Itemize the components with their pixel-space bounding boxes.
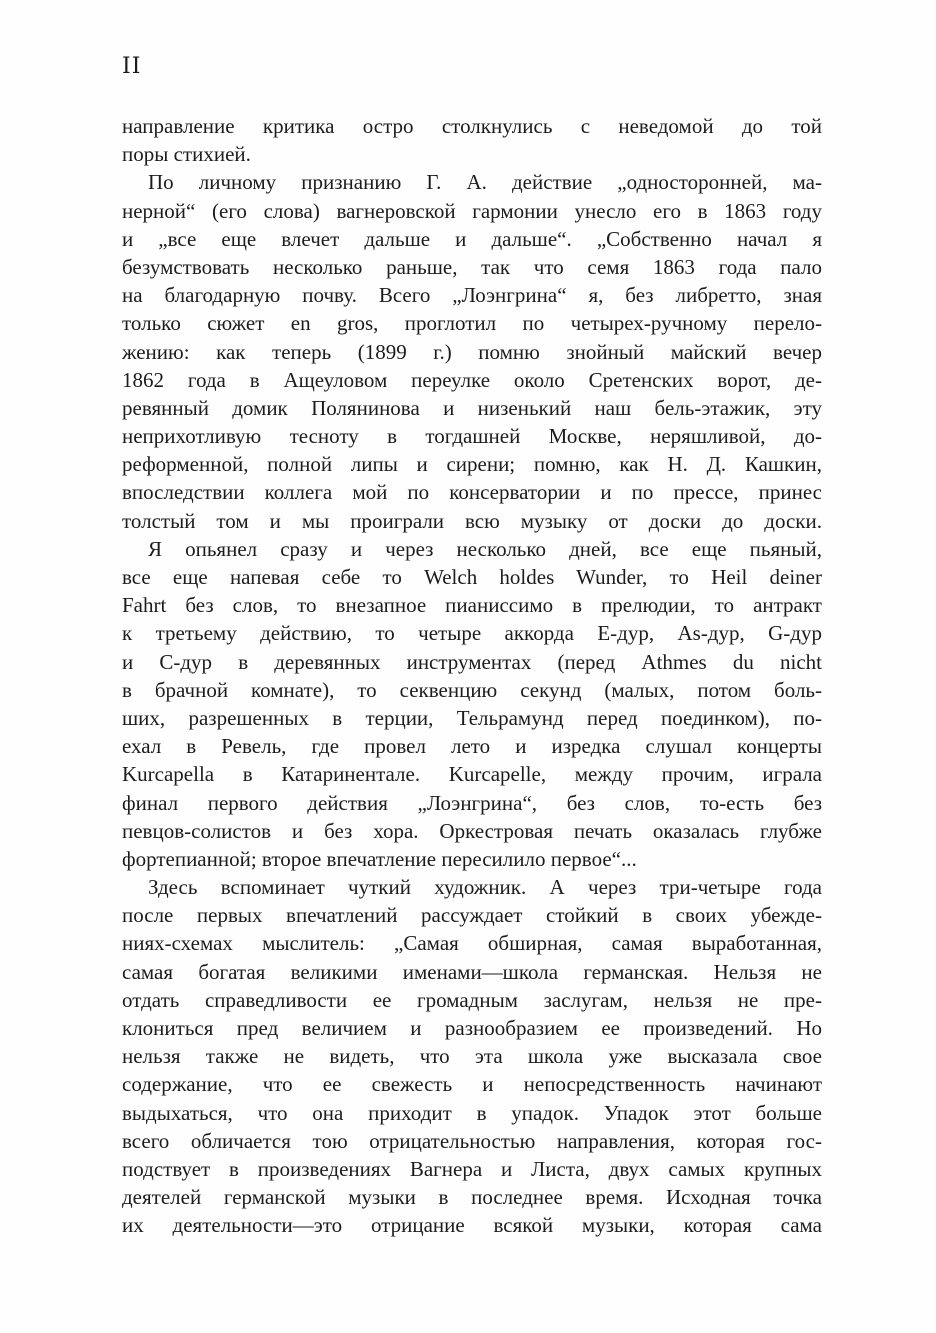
text-line: неприхотливую тесноту в тогдашней Москве, неряшливой, до-: [122, 424, 822, 449]
text-line: нерной“ (его слова) вагнеровской гармонии унесло его в 1863 году: [122, 198, 822, 223]
text-line: реформенной, полной липы и сирени; помню, как Н. Д. Кашкин,: [122, 452, 822, 477]
text-line: певцов-солистов и без хора. Оркестровая печать оказалась глубже: [122, 818, 822, 843]
text-line: деятелей германской музыки в последнее время. Исходная точка: [122, 1185, 822, 1210]
text-line: на благодарную почву. Всего „Лоэнгрина“ я, без либретто, зная: [122, 283, 822, 308]
text-line: отдать справедливости ее громадным заслугам, нельзя не пре-: [122, 987, 822, 1012]
text-line: в брачной комнате), то секвенцию секунд (малых, потом боль-: [122, 677, 822, 702]
text-line: направление критика остро столкнулись с неведомой до той: [122, 114, 822, 138]
text-line: после первых впечатлений рассуждает стойкий в своих убежде-: [122, 903, 822, 928]
text-line: только сюжет en gros, проглотил по четырех-ручному перело-: [122, 311, 822, 336]
text-line: финал первого действия „Лоэнгрина“, без слов, то-есть без: [122, 790, 822, 815]
text-line: их деятельности—это отрицание всякой музыки, которая сама: [122, 1213, 822, 1238]
text-line: Я опьянел сразу и через несколько дней, все еще пьяный,: [148, 536, 822, 561]
text-line: поры стихией.: [122, 142, 251, 167]
text-line: всего обличается тою отрицательностью направления, которая гос-: [122, 1128, 822, 1153]
text-line: ехал в Ревель, где провел лето и изредка слушал концерты: [122, 734, 822, 759]
text-line: самая богатая великими именами—школа германская. Нельзя не: [122, 959, 822, 984]
text-line: и „все еще влечет дальше и дальше“. „Собственно начал я: [122, 226, 822, 251]
text-line: безумствовать несколько раньше, так что семя 1863 года пало: [122, 254, 822, 279]
text-line: 1862 года в Ащеуловом переулке около Сретенских ворот, де-: [122, 367, 822, 392]
text-line: содержание, что ее свежесть и непосредственность начинают: [122, 1072, 822, 1097]
text-line: Здесь вспоминает чуткий художник. А через три-четыре года: [148, 875, 822, 900]
text-line: впоследствии коллега мой по консерватории и по прессе, принес: [122, 480, 822, 505]
text-line: ревянный домик Полянинова и низенький наш бель-этажик, эту: [122, 395, 822, 420]
text-line: подствует в произведениях Вагнера и Листа, двух самых крупных: [122, 1156, 822, 1181]
text-line: ниях-схемах мыслитель: „Самая обширная, самая выработанная,: [122, 931, 822, 956]
text-line: ших, разрешенных в терции, Тельрамунд перед поединком), по-: [122, 705, 822, 730]
text-line: и C-дур в деревянных инструментах (перед Athmes du nicht: [122, 649, 822, 674]
body-text: [122, 112, 822, 1240]
text-line: выдыхаться, что она приходит в упадок. Упадок этот больше: [122, 1100, 822, 1125]
text-line: Fahrt без слов, то внезапное пианиссимо в прелюдии, то антракт: [122, 593, 822, 618]
text-line: жению: как теперь (1899 г.) помню знойный майский вечер: [122, 339, 822, 364]
text-line: По личному признанию Г. А. действие „односторонней, ма-: [148, 170, 822, 195]
text-line: к третьему действию, то четыре аккорда E-дур, As-дур, G-дур: [122, 621, 822, 646]
text-line: клониться пред величием и разнообразием ее произведений. Но: [122, 1016, 822, 1040]
text-line: все еще напевая себе то Welch holdes Wunder, то Heil deiner: [122, 565, 822, 589]
text-line: фортепианной; второе впечатление пересилило первое“...: [122, 846, 637, 871]
text-line: Kurcapella в Катаринентале. Kurcapelle, между прочим, играла: [122, 762, 822, 787]
page-number: II: [122, 54, 142, 79]
text-line: нельзя также не видеть, что эта школа уже высказала свое: [122, 1044, 822, 1069]
text-line: толстый том и мы проиграли всю музыку от доски до доски.: [122, 508, 822, 533]
